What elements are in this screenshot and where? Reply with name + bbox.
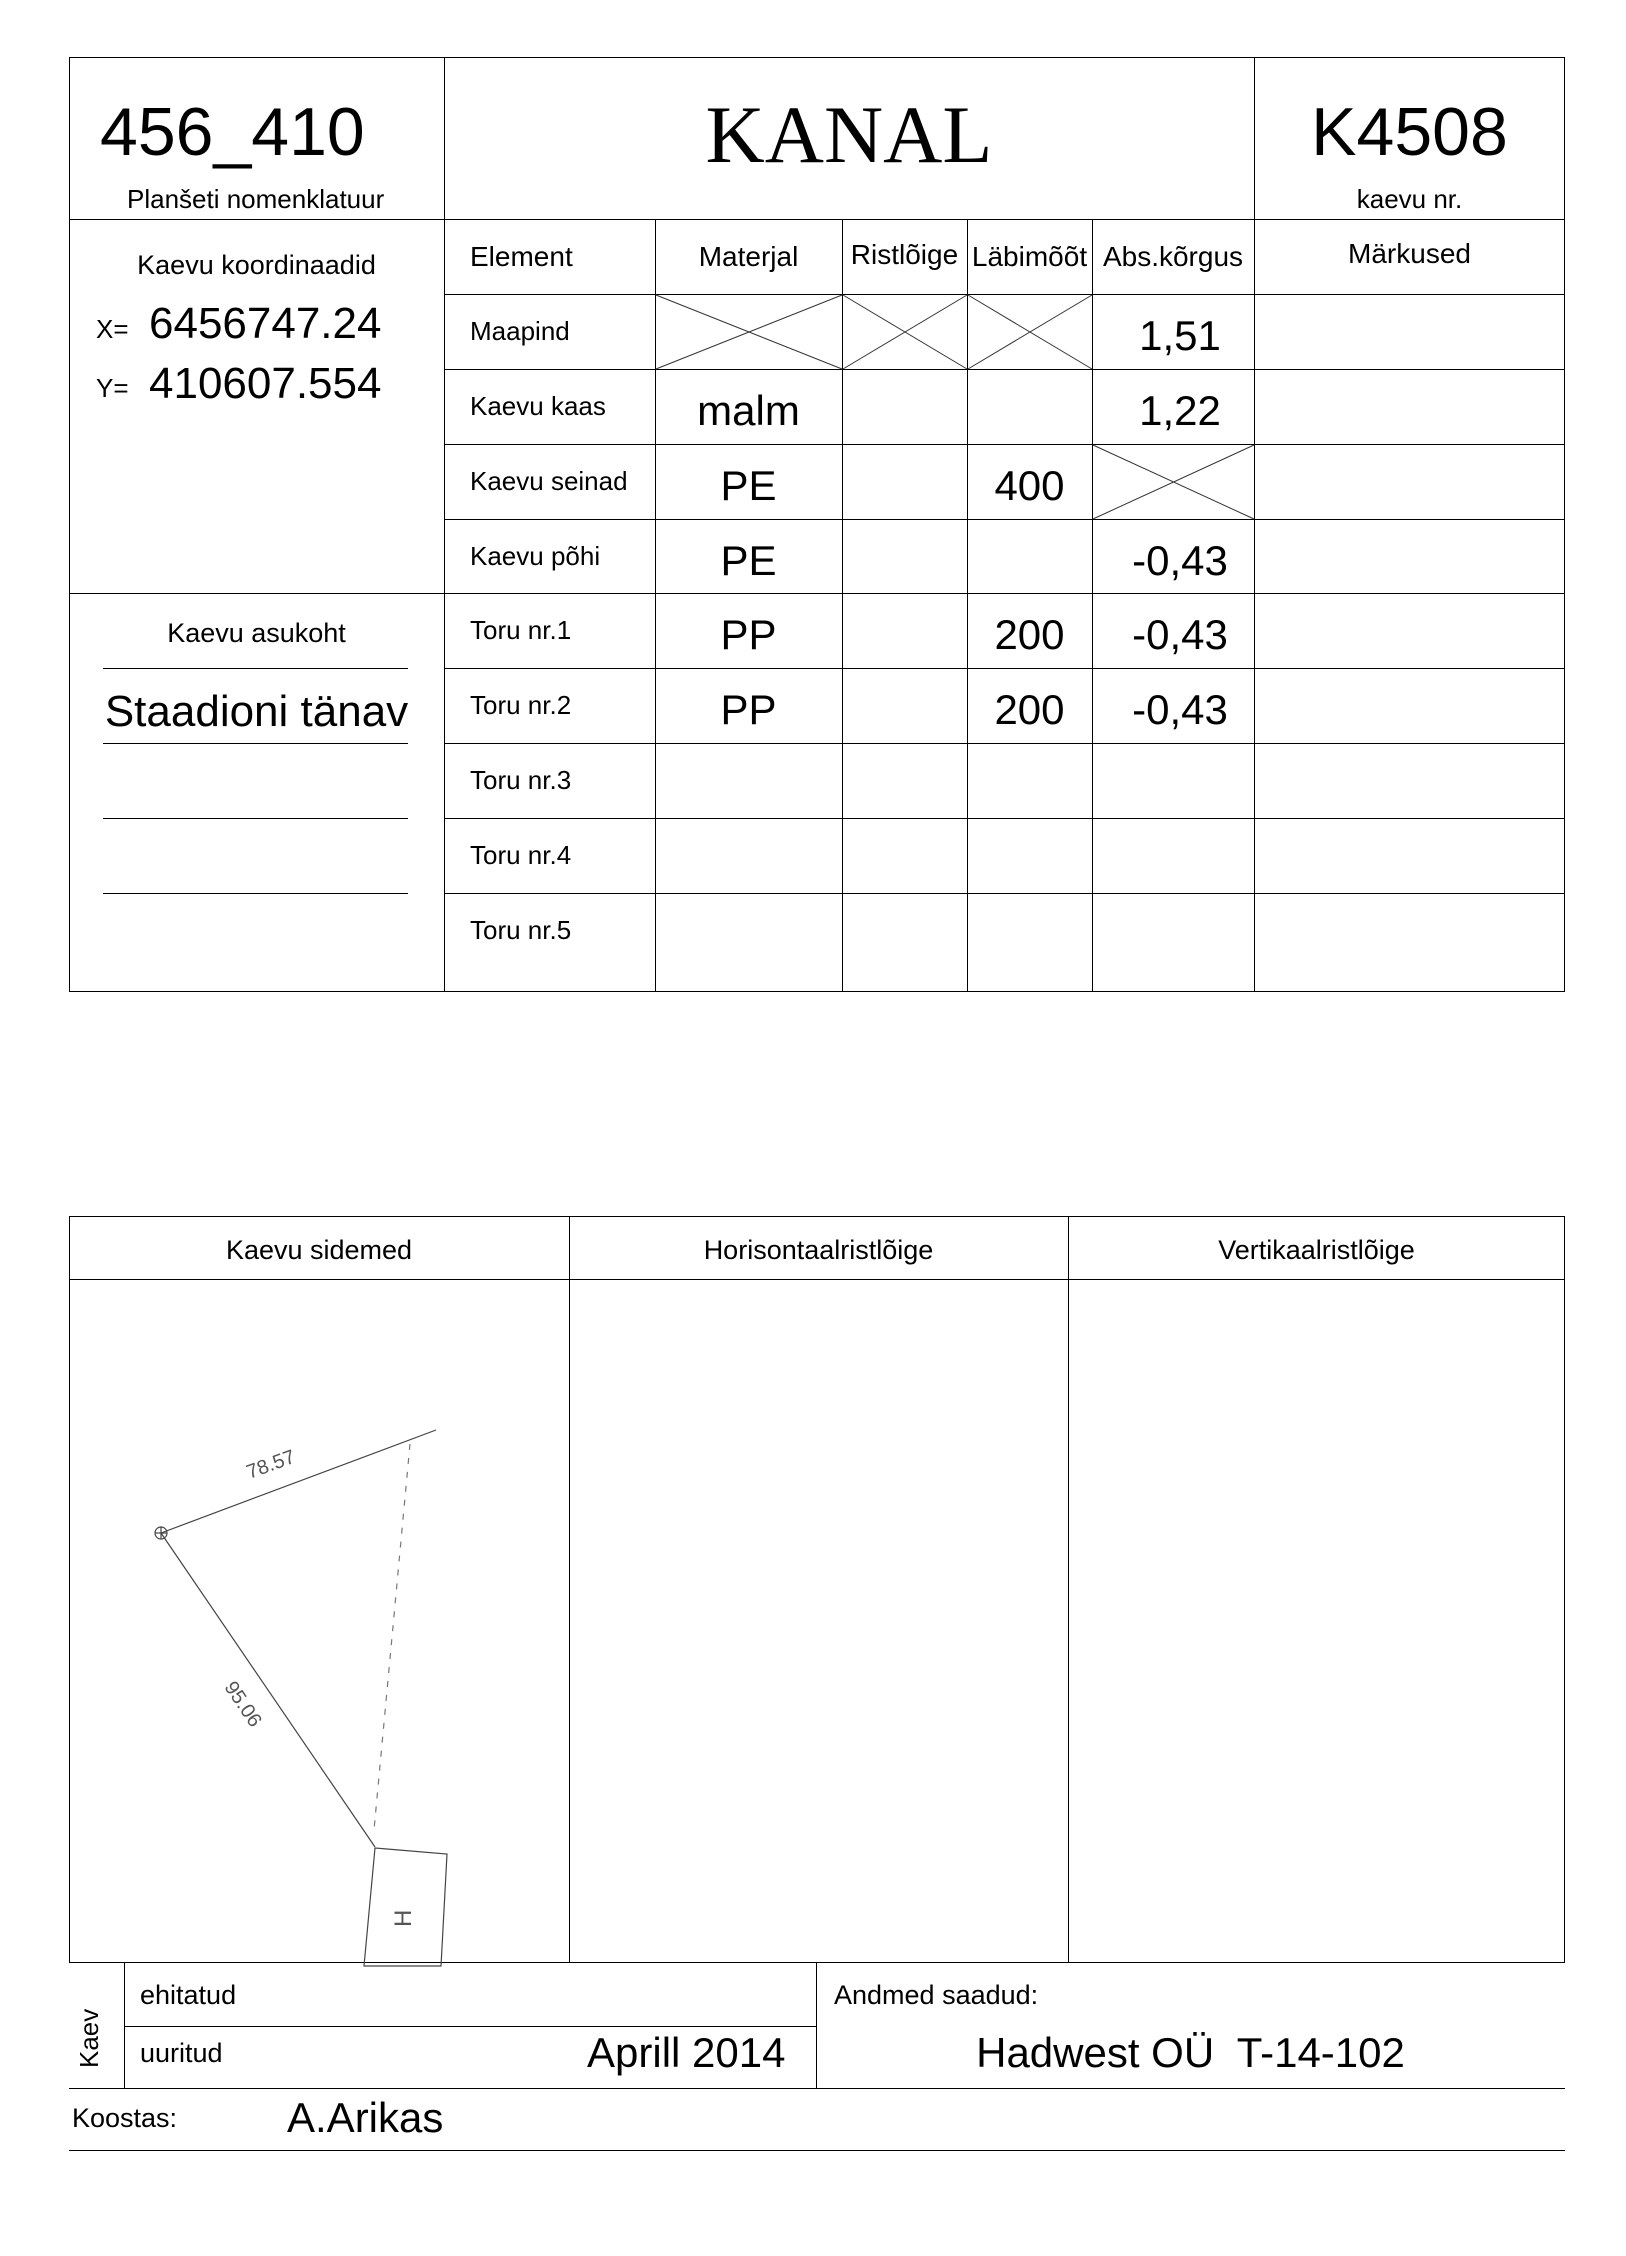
- sheet-label: Planšeti nomenklatuur: [127, 184, 385, 214]
- table-row-diameter: 200: [994, 686, 1065, 733]
- column-header-diameter: Läbimõõt: [971, 241, 1088, 272]
- column-header-cross-section: Ristlõige: [850, 239, 959, 270]
- column-header-material: Materjal: [698, 241, 799, 272]
- well-number: K4508: [1311, 94, 1508, 170]
- table-row-element: Maapind: [470, 316, 570, 346]
- sheet-number: 456_410: [100, 94, 365, 170]
- table-row-material: malm: [697, 387, 800, 434]
- column-header-abs-height: Abs.kõrgus: [1102, 241, 1244, 272]
- tie-line-1: [161, 1430, 436, 1533]
- data-source-value: Hadwest OÜ T-14-102: [976, 2029, 1405, 2076]
- table-row-material: PE: [720, 462, 777, 509]
- column-header-notes: Märkused: [1348, 238, 1471, 269]
- compiled-label: Koostas:: [72, 2103, 178, 2133]
- footer-divider: [69, 2150, 1565, 2151]
- compiled-by: A.Arikas: [287, 2094, 444, 2141]
- x-coordinate: 6456747.24: [149, 299, 382, 348]
- table-row-height: 1,51: [1139, 312, 1221, 359]
- side-label: Kaev: [74, 2008, 104, 2068]
- table-row-material: PE: [720, 537, 777, 584]
- building-outline: [364, 1848, 447, 1966]
- table-row-height: 1,22: [1139, 387, 1221, 434]
- table-row-material: PP: [720, 686, 777, 733]
- data-source-label: Andmed saadud:: [834, 1980, 1039, 2010]
- table-row-element: Toru nr.5: [470, 915, 572, 945]
- building-label: H: [390, 1909, 417, 1927]
- table-row-material: PP: [720, 611, 777, 658]
- location-label: Kaevu asukoht: [167, 618, 346, 648]
- y-label: Y=: [96, 373, 129, 403]
- table-row-diameter: 400: [994, 462, 1065, 509]
- table-row-height: -0,43: [1132, 611, 1228, 658]
- page-title: KANAL: [705, 89, 993, 180]
- table-row-element: Toru nr.1: [470, 615, 572, 645]
- y-coordinate: 410607.554: [149, 359, 382, 408]
- vertical-section-title: Vertikaalristlõige: [1218, 1235, 1415, 1265]
- well-label: kaevu nr.: [1356, 184, 1463, 214]
- tie-distance-2: 95.06: [219, 1677, 266, 1732]
- measured-label: uuritud: [140, 2038, 223, 2068]
- table-row-element: Toru nr.2: [470, 690, 572, 720]
- tie-line-2: [161, 1533, 375, 1847]
- built-label: ehitatud: [140, 1980, 237, 2010]
- footer-divider: [124, 2026, 816, 2027]
- footer-divider: [69, 2088, 1565, 2089]
- ties-section-title: Kaevu sidemed: [225, 1235, 413, 1265]
- measured-date: Aprill 2014: [587, 2029, 786, 2076]
- table-row-height: -0,43: [1132, 537, 1228, 584]
- tie-distance-1: 78.57: [243, 1445, 299, 1484]
- horizontal-section-title: Horisontaalristlõige: [703, 1235, 934, 1265]
- x-label: X=: [96, 314, 129, 344]
- table-row-element: Kaevu kaas: [470, 391, 606, 421]
- table-row-diameter: 200: [994, 611, 1065, 658]
- table-row-element: Kaevu seinad: [470, 466, 628, 496]
- column-header-element: Element: [470, 241, 573, 272]
- table-row-height: -0,43: [1132, 686, 1228, 733]
- coordinates-label: Kaevu koordinaadid: [137, 250, 376, 280]
- location-street: Staadioni tänav: [104, 687, 409, 736]
- table-row-element: Toru nr.3: [470, 765, 572, 795]
- table-row-element: Toru nr.4: [470, 840, 572, 870]
- table-row-element: Kaevu põhi: [470, 541, 601, 571]
- utility-line: [374, 1444, 410, 1830]
